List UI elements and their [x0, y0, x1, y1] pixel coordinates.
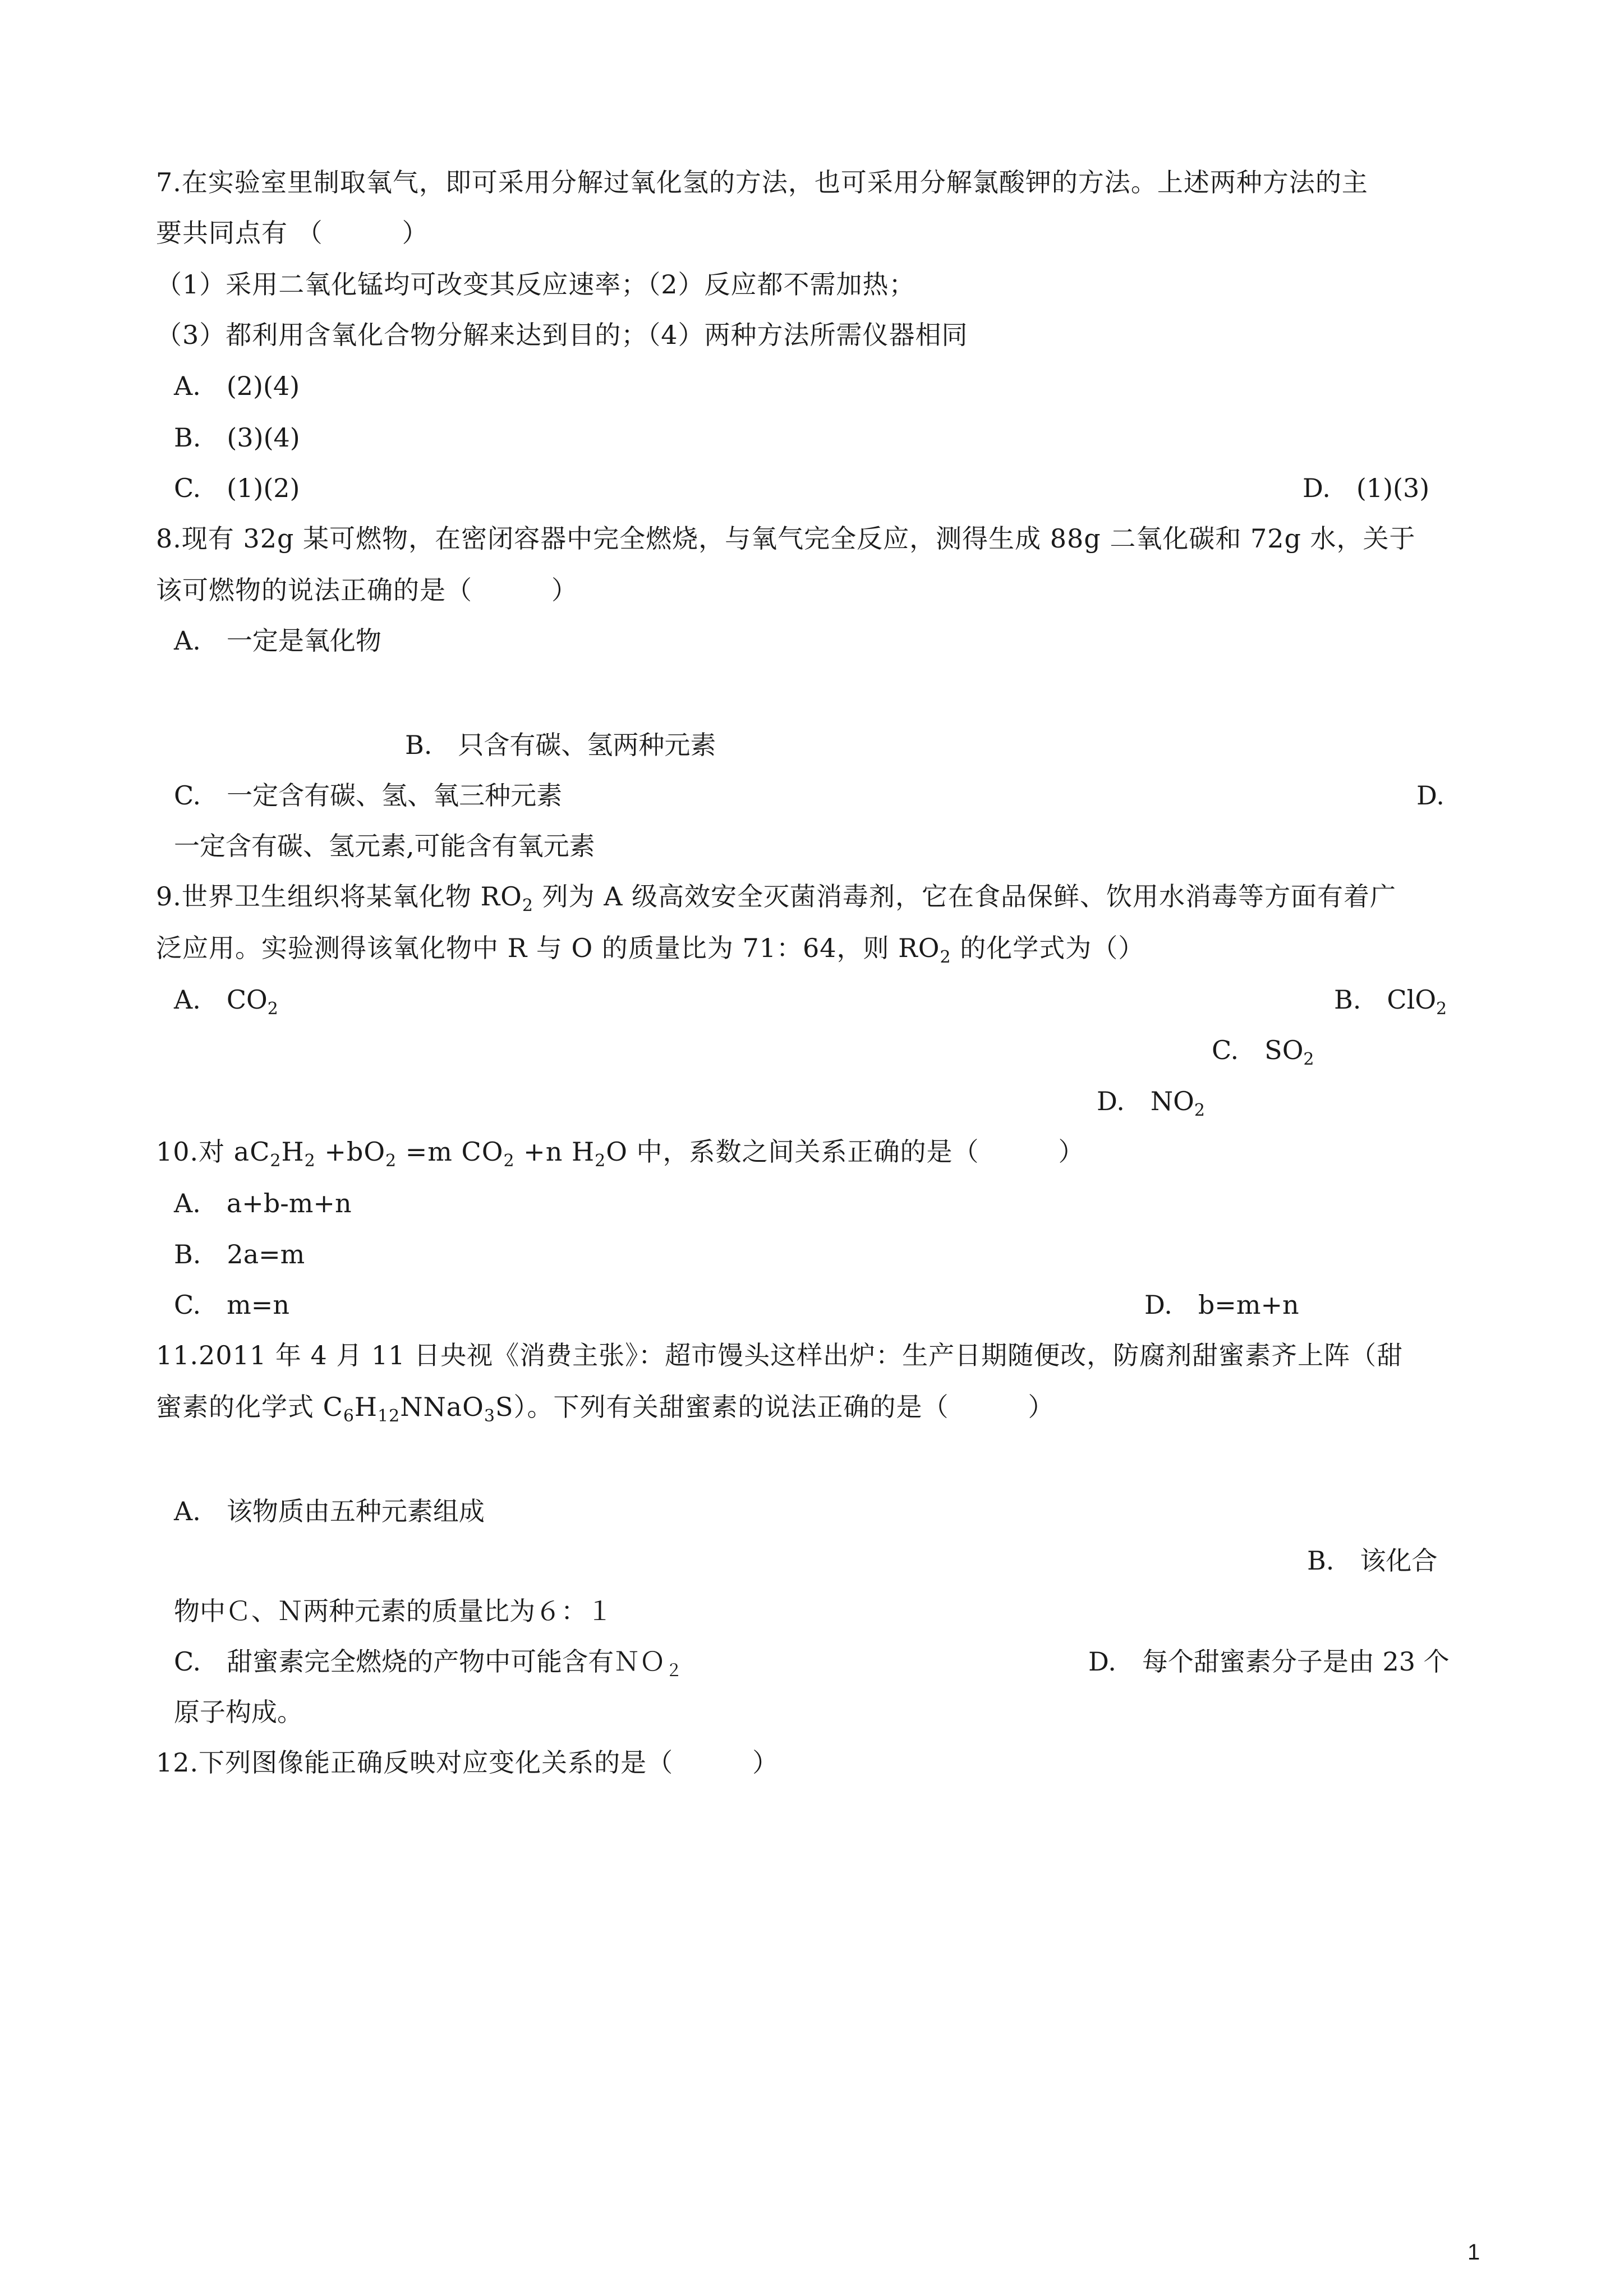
q8-option-d-text: 一定含有碳、氢元素,可能含有氧元素 [174, 831, 595, 861]
q11-stem-line-1: 11.2011 年 4 月 11 日央视《消费主张》：超市馒头这样出炉：生产日期随便改，防腐剂甜蜜素齐上阵（甜 [156, 1340, 1404, 1370]
q11-option-b-continued: 物中Ｃ、Ｎ两种元素的质量比为６：１ [174, 1596, 613, 1626]
q8-option-a: A. 一定是氧化物 [174, 625, 381, 656]
q9-option-c: C. $SO_2$ [1212, 1035, 1314, 1069]
q11-stem-line-2: 蜜素的化学式 $C_6H_{12}NNaO_3S$）。下列有关甜蜜素的说法正确的是（ ） [156, 1392, 1055, 1426]
q9-option-d: D. $NO_2$ [1097, 1086, 1205, 1120]
q7-option-a: A. (2)(4) [174, 371, 300, 401]
q11-option-d-continued: 原子构成。 [174, 1697, 303, 1727]
q7-option-b: B. (3)(4) [174, 422, 300, 453]
q9-option-a: A. $CO_2$ [174, 984, 278, 1019]
q11-option-d-label: D. 每个甜蜜素分子是由 23 个 [1088, 1646, 1450, 1677]
q11-option-c: C. 甜蜜素完全燃烧的产物中可能含有ＮＯ$_2$ [174, 1646, 683, 1681]
q12-stem: 12.下列图像能正确反映对应变化关系的是（ ） [156, 1747, 779, 1778]
q10-option-a: A. a+b-m+n [174, 1188, 352, 1218]
q11-option-a: A. 该物质由五种元素组成 [174, 1496, 485, 1526]
q10-option-b: B. 2a=m [174, 1239, 305, 1269]
q7-option-d: D. (1)(3) [1303, 473, 1430, 503]
q8-option-c: C. 一定含有碳、氢、氧三种元素 [174, 780, 563, 811]
q9-option-b: B. ClO$_2$ [1334, 984, 1447, 1019]
q9-stem-line-2: 泛应用。实验测得该氧化物中 R 与 O 的质量比为 71：64，则 $RO_2$ 的化学式为（） [156, 933, 1145, 967]
q10-option-c: C. m=n [174, 1290, 289, 1320]
q7-item-line-1: （1）采用二氧化锰均可改变其反应速率；（2）反应都不需加热； [156, 269, 915, 300]
q10-stem: 10.对 $aC_2H_2 +bO_2 =m$ $CO_2 +n$ $H_2O$ 中，系数之间关系正确的是（ ） [156, 1137, 1085, 1171]
q9-stem-line-1: 9.世界卫生组织将某氧化物 $RO_2$ 列为 A 级高效安全灭菌消毒剂，它在食品保鲜、饮用水消毒等方面有着广 [156, 881, 1397, 915]
q8-option-b: B. 只含有碳、氢两种元素 [405, 730, 716, 760]
q8-option-d-label: D. [1416, 780, 1444, 811]
page-number: 1 [1467, 2240, 1480, 2265]
q7-stem-line-1: 7.在实验室里制取氧气，即可采用分解过氧化氢的方法，也可采用分解氯酸钾的方法。上述两种方法的主 [156, 167, 1368, 197]
q10-option-d: D. b=m+n [1144, 1290, 1299, 1320]
q8-stem-line-2: 该可燃物的说法正确的是（ ） [156, 575, 578, 605]
q8-stem-line-1: 8.现有 32g 某可燃物，在密闭容器中完全燃烧，与氧气完全反应，测得生成 88g 二氧化碳和 72g 水，关于 [156, 523, 1416, 554]
q7-item-line-2: （3）都利用含氧化合物分解来达到目的；（4）两种方法所需仪器相同 [156, 320, 968, 350]
q7-stem-line-2: 要共同点有 （ ） [156, 218, 429, 248]
q7-option-c: C. (1)(2) [174, 473, 300, 503]
q11-option-b-label: B. 该化合 [1307, 1545, 1438, 1576]
